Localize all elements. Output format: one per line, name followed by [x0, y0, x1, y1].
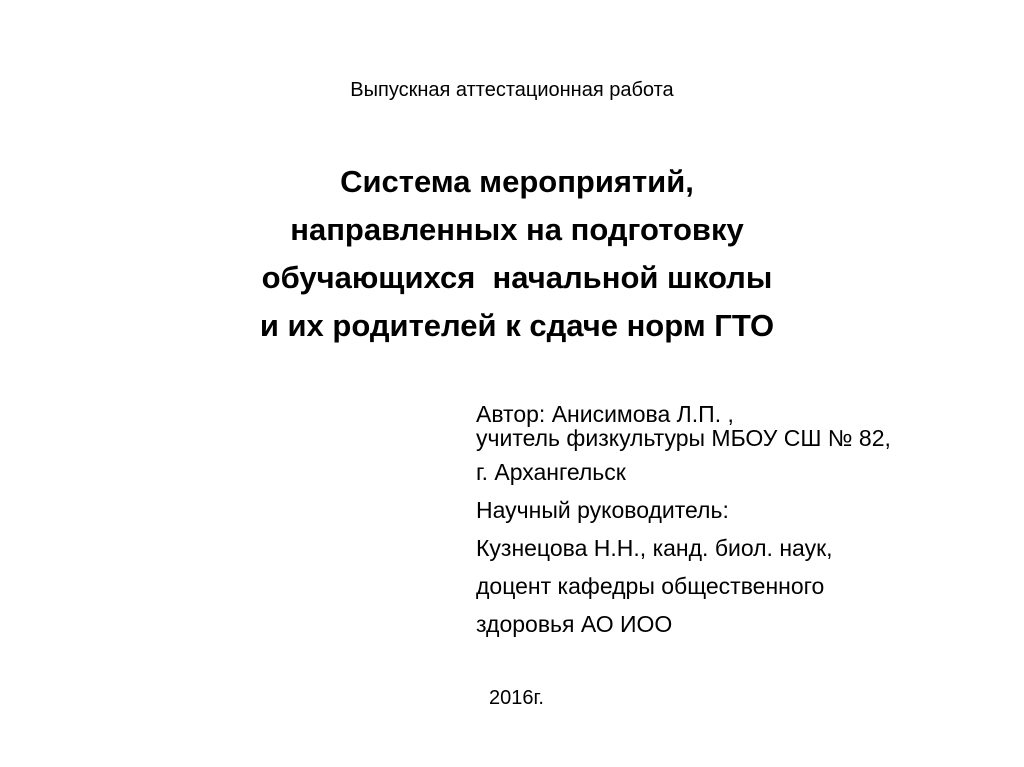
year-label: 2016г. [489, 687, 544, 709]
author-line: Автор: Анисимова Л.П. , [476, 401, 734, 427]
author-line: г. Архангельск [476, 459, 626, 485]
author-info [476, 402, 996, 640]
title-line: Система мероприятий, [340, 164, 694, 199]
work-type-subtitle: Выпускная аттестационная работа [350, 79, 674, 101]
slide-title [0, 158, 1024, 350]
author-line: учитель физкультуры МБОУ СШ № 82, [476, 425, 891, 451]
title-line: обучающихся начальной школы [261, 260, 773, 295]
author-line: доцент кафедры общественного [476, 573, 825, 599]
author-line: Кузнецова Н.Н., канд. биол. наук, [476, 535, 833, 561]
author-line: здоровья АО ИОО [476, 611, 673, 637]
author-line: Научный руководитель: [476, 497, 729, 523]
title-line: и их родителей к сдаче норм ГТО [259, 308, 775, 343]
title-line: направленных на подготовку [290, 212, 744, 247]
